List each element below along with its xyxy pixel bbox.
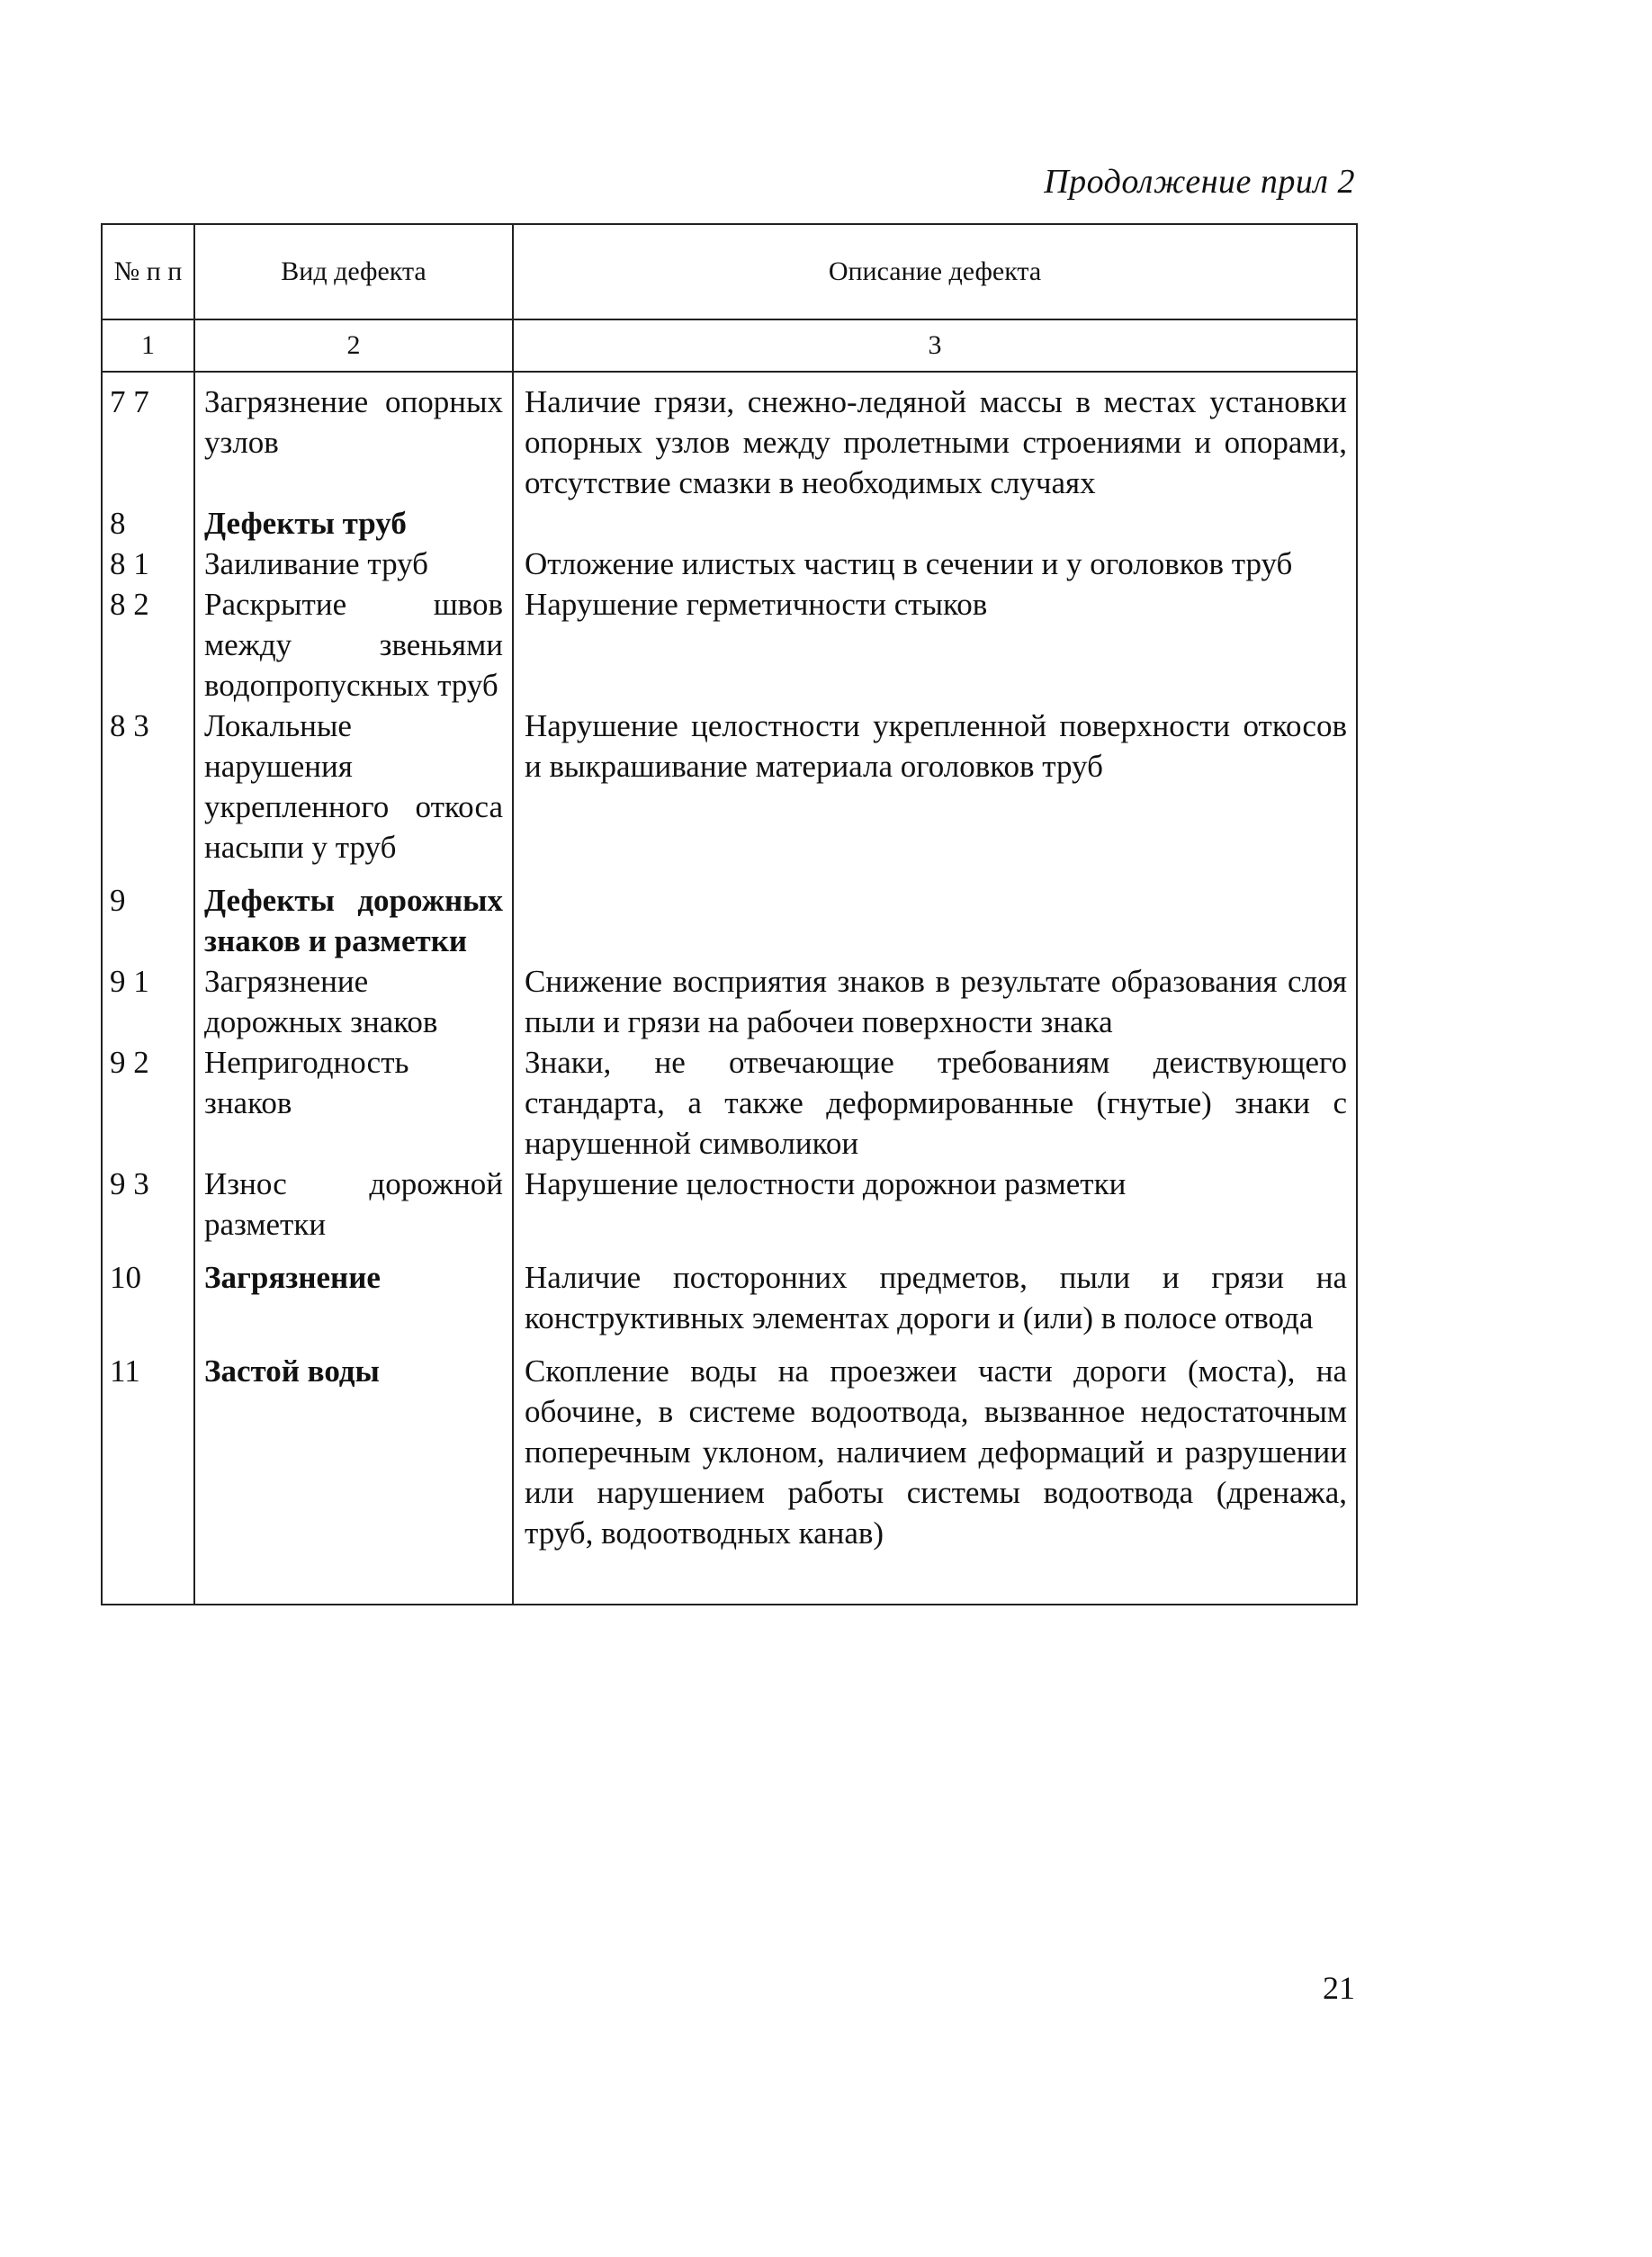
table-row <box>102 544 1357 584</box>
column-header-row <box>102 224 1357 319</box>
defect-type: Заиливание труб <box>194 544 513 584</box>
defect-description: Нарушение герметичности стыков <box>513 584 1357 706</box>
table-body <box>102 372 1357 1605</box>
column-header-num: № п п <box>102 224 194 319</box>
table-row-section <box>102 1245 1357 1338</box>
continuation-label: Продолжение прил 2 <box>1044 163 1355 201</box>
defect-description <box>513 868 1357 961</box>
defect-description: Нарушение целостности дорожнои разметки <box>513 1164 1357 1245</box>
table-header <box>102 224 1357 372</box>
table-row-section <box>102 868 1357 961</box>
defect-type: Непригодность знаков <box>194 1042 513 1164</box>
column-number-1: 1 <box>102 319 194 372</box>
row-number: 8 <box>102 503 194 544</box>
table-row <box>102 1164 1357 1245</box>
table-row <box>102 584 1357 706</box>
table-row-section <box>102 1338 1357 1605</box>
defect-description: Наличие грязи, снежно-ледяной массы в местах установки опорных узлов между пролетными строениями и опорами, отсутствие смазки в необходимых случаях <box>513 372 1357 503</box>
row-number: 9 <box>102 868 194 961</box>
table-row <box>102 1042 1357 1164</box>
section-title: Дефекты труб <box>194 503 513 544</box>
defect-description: Снижение восприятия знаков в результате образования слоя пыли и грязи на рабочеи поверхности знака <box>513 961 1357 1042</box>
row-number: 10 <box>102 1245 194 1338</box>
row-number: 8 1 <box>102 544 194 584</box>
column-header-description: Описание дефекта <box>513 224 1357 319</box>
section-title: Застой воды <box>194 1338 513 1605</box>
defect-type: Загрязнение опорных узлов <box>194 372 513 503</box>
defect-type: Загрязнение дорожных знаков <box>194 961 513 1042</box>
table-row <box>102 706 1357 868</box>
row-number: 8 3 <box>102 706 194 868</box>
section-title: Дефекты дорожных знаков и разметки <box>194 868 513 961</box>
row-number: 9 2 <box>102 1042 194 1164</box>
column-number-2: 2 <box>194 319 513 372</box>
column-header-type: Вид дефекта <box>194 224 513 319</box>
page-number: 21 <box>1323 1970 1355 2006</box>
row-number: 11 <box>102 1338 194 1605</box>
defect-description: Скопление воды на проезжеи части дороги (моста), на обочине, в системе водоотвода, вызванное недостаточным поперечным уклоном, наличием деформаций и разрушении или нарушением работы системы водоотвода (дренажа, труб, водоотводных канав) <box>513 1338 1357 1605</box>
defect-description: Отложение илистых частиц в сечении и у оголовков труб <box>513 544 1357 584</box>
table-row <box>102 961 1357 1042</box>
table-row-section <box>102 503 1357 544</box>
section-title: Загрязнение <box>194 1245 513 1338</box>
row-number: 9 1 <box>102 961 194 1042</box>
defect-type: Локальные нарушения укрепленного откоса насыпи у труб <box>194 706 513 868</box>
defect-description: Наличие посторонних предметов, пыли и грязи на конструктивных элементах дороги и (или) в полосе отвода <box>513 1245 1357 1338</box>
table-row <box>102 372 1357 503</box>
row-number: 9 3 <box>102 1164 194 1245</box>
defect-description: Знаки, не отвечающие требованиям деиствующего стандарта, а также деформированные (гнутые) знаки с нарушенной символикои <box>513 1042 1357 1164</box>
defect-type: Раскрытие швов между звеньями водопропускных труб <box>194 584 513 706</box>
defect-type: Износ дорожной разметки <box>194 1164 513 1245</box>
defect-description: Нарушение целостности укрепленной поверхности откосов и выкрашивание материала оголовков труб <box>513 706 1357 868</box>
row-number: 8 2 <box>102 584 194 706</box>
column-number-3: 3 <box>513 319 1357 372</box>
row-number: 7 7 <box>102 372 194 503</box>
column-number-row <box>102 319 1357 372</box>
defect-description <box>513 503 1357 544</box>
defects-table <box>101 223 1358 1605</box>
